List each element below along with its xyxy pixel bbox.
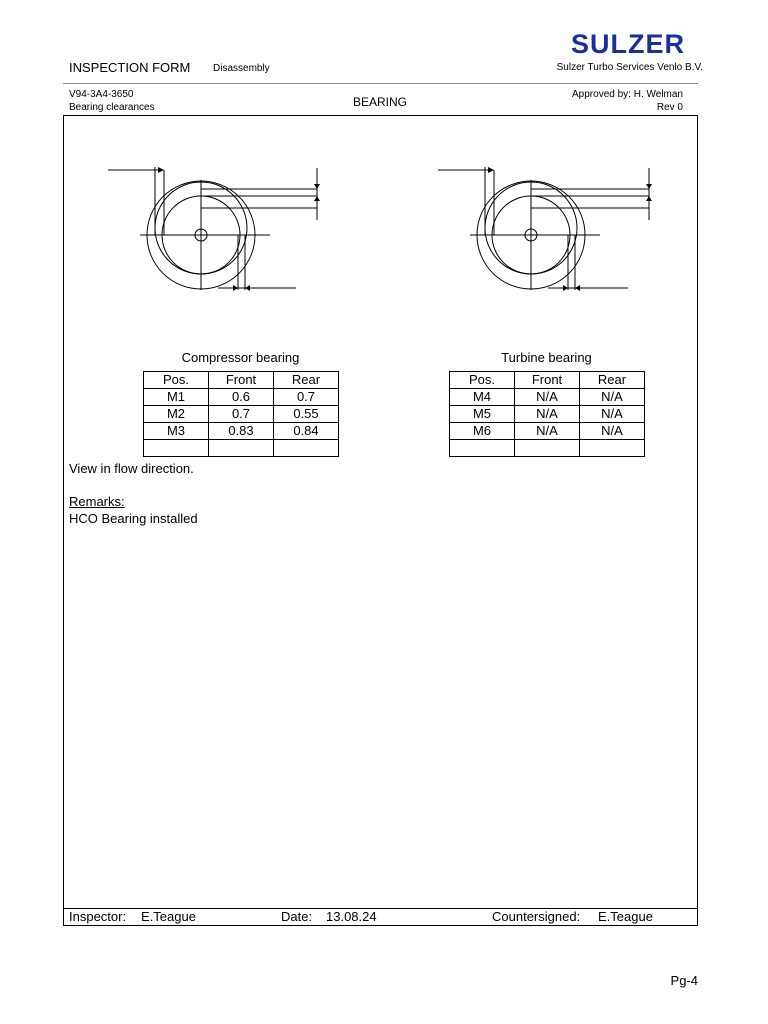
inspector-value: E.Teague bbox=[141, 909, 196, 924]
table-cell: M3 bbox=[144, 423, 209, 440]
table-row bbox=[144, 440, 339, 457]
table-row bbox=[450, 440, 645, 457]
table-cell: M4 bbox=[450, 389, 515, 406]
form-subtitle: Disassembly bbox=[213, 63, 270, 74]
table-cell: N/A bbox=[580, 406, 645, 423]
table-cell: N/A bbox=[515, 406, 580, 423]
table-header: Front bbox=[515, 372, 580, 389]
revision: Rev 0 bbox=[656, 102, 683, 113]
doc-subject: Bearing clearances bbox=[69, 102, 155, 113]
table-cell: N/A bbox=[515, 389, 580, 406]
compressor-caption: Compressor bearing bbox=[181, 350, 300, 365]
header-divider bbox=[63, 83, 698, 84]
date-value: 13.08.24 bbox=[326, 909, 377, 924]
countersigned-value: E.Teague bbox=[598, 909, 653, 924]
table-header: Pos. bbox=[450, 372, 515, 389]
table-row bbox=[144, 423, 339, 440]
table-cell: 0.84 bbox=[274, 423, 339, 440]
table-cell: M2 bbox=[144, 406, 209, 423]
doc-number: V94-3A4-3650 bbox=[69, 89, 134, 100]
remarks-label: Remarks: bbox=[69, 494, 125, 509]
view-note: View in flow direction. bbox=[69, 461, 194, 476]
table-cell: 0.7 bbox=[209, 406, 274, 423]
table-cell bbox=[450, 440, 515, 457]
table-header-row bbox=[450, 372, 645, 389]
turbine-caption: Turbine bearing bbox=[501, 350, 592, 365]
table-row bbox=[144, 406, 339, 423]
table-cell: N/A bbox=[580, 423, 645, 440]
table-cell: M5 bbox=[450, 406, 515, 423]
table-header-row bbox=[144, 372, 339, 389]
table-cell: N/A bbox=[580, 389, 645, 406]
table-cell: 0.7 bbox=[274, 389, 339, 406]
table-row bbox=[450, 406, 645, 423]
inspector-label: Inspector: bbox=[69, 909, 127, 924]
compressor-table bbox=[143, 371, 339, 457]
table-row bbox=[450, 423, 645, 440]
table-cell: N/A bbox=[515, 423, 580, 440]
table-row bbox=[144, 389, 339, 406]
compressor-bearing-diagram bbox=[100, 160, 330, 300]
table-cell bbox=[580, 440, 645, 457]
table-header: Rear bbox=[274, 372, 339, 389]
remarks-text: HCO Bearing installed bbox=[69, 511, 198, 526]
turbine-table bbox=[449, 371, 645, 457]
table-header: Front bbox=[209, 372, 274, 389]
table-cell: M6 bbox=[450, 423, 515, 440]
table-header: Rear bbox=[580, 372, 645, 389]
turbine-bearing-diagram bbox=[430, 160, 660, 300]
table-cell: 0.6 bbox=[209, 389, 274, 406]
countersigned-label: Countersigned: bbox=[492, 909, 581, 924]
table-cell bbox=[144, 440, 209, 457]
date-label: Date: bbox=[281, 909, 313, 924]
section-title: BEARING bbox=[353, 95, 408, 109]
company-name: Sulzer Turbo Services Venlo B.V. bbox=[556, 62, 703, 73]
form-title: INSPECTION FORM bbox=[69, 60, 191, 75]
table-cell bbox=[515, 440, 580, 457]
table-cell: 0.83 bbox=[209, 423, 274, 440]
table-cell: M1 bbox=[144, 389, 209, 406]
table-cell bbox=[209, 440, 274, 457]
page-number: Pg-4 bbox=[670, 973, 698, 988]
sulzer-logo: SULZER bbox=[571, 29, 685, 59]
table-cell: 0.55 bbox=[274, 406, 339, 423]
approved-by: Approved by: H. Welman bbox=[572, 89, 683, 100]
table-cell bbox=[274, 440, 339, 457]
table-header: Pos. bbox=[144, 372, 209, 389]
table-row bbox=[450, 389, 645, 406]
